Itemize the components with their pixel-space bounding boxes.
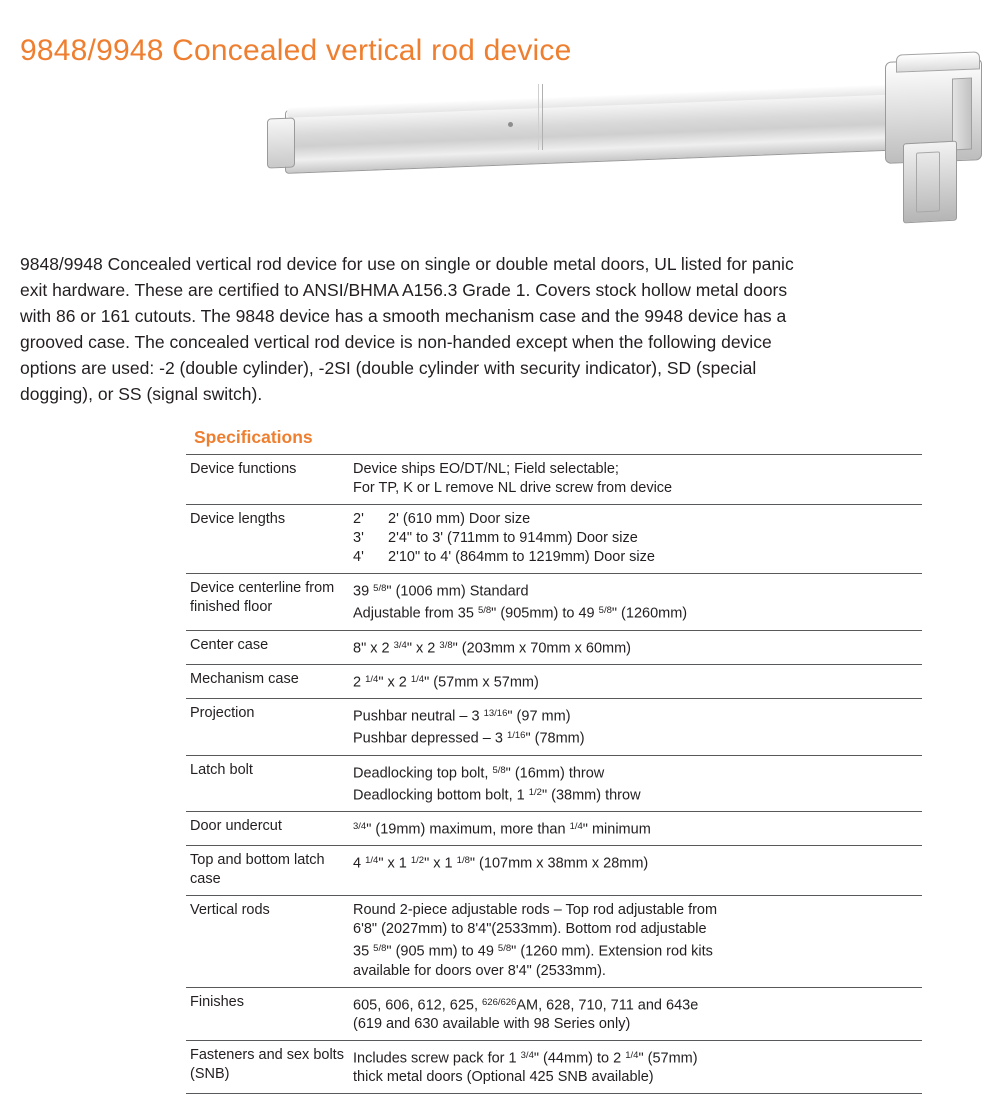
spec-label: Door undercut: [190, 818, 282, 835]
table-row: [186, 664, 922, 698]
spec-label: Top and bottom latch case: [190, 852, 325, 888]
spec-label: Projection: [190, 705, 255, 722]
spec-value-line: 4' 2'10" to 4' (864mm to 1219mm) Door size: [353, 549, 655, 565]
spec-value: [349, 846, 922, 896]
table-row: [186, 812, 922, 846]
spec-value-line: For TP, K or L remove NL drive screw from device: [353, 480, 673, 496]
mounting-bracket-plate: [916, 151, 940, 212]
spec-value-line: Deadlocking top bolt, $^{5/8}$" (16mm) throw: [353, 764, 605, 781]
table-row: [186, 755, 922, 812]
spec-value-line: (619 and 630 available with 98 Series only): [353, 1015, 631, 1032]
spec-value-line: Deadlocking bottom bolt, 1 $^{1/2}$" (38mm) throw: [353, 786, 641, 804]
spec-value: [349, 1040, 922, 1093]
spec-value: [349, 755, 922, 812]
spec-label: Fasteners and sex bolts (SNB): [190, 1046, 344, 1082]
spec-label: Finishes: [190, 993, 244, 1010]
product-image: [255, 60, 985, 230]
spec-value-line: thick metal doors (Optional 425 SNB available): [353, 1069, 654, 1086]
spec-value: [349, 455, 922, 505]
specifications-heading: Specifications: [194, 427, 313, 447]
spec-value-line: 35 $^{5/8}$" (905 mm) to 49 $^{5/8}$" (1260 mm). Extension rod kits: [353, 943, 713, 960]
spec-value: [349, 505, 922, 574]
spec-value: [349, 664, 922, 698]
table-row: [186, 455, 922, 505]
specifications-section: [186, 427, 986, 1094]
spec-value: [349, 699, 922, 756]
product-description: 9848/9948 Concealed vertical rod device for use on single or double metal doors, UL listed for panic exit hardware. These are certified to ANSI/BHMA A156.3 Grade 1. Covers stock hollow metal doors with 86 or 161 cutouts. The 9848 device has a smooth mechanism case and the 9948 device has a grooved case. The concealed vertical rod device is non-handed except when the following device options are used: -2 (double cylinder), -2SI (double cylinder with security indicator), SD (special dogging), or SS (signal switch).: [20, 253, 794, 404]
specifications-table: [186, 454, 922, 1094]
spec-value-line: 6'8" (2027mm) to 8'4"(2533mm). Bottom rod adjustable: [353, 921, 707, 938]
spec-value-line: 2' 2' (610 mm) Door size: [353, 511, 531, 527]
spec-value: [349, 574, 922, 631]
spec-value-line: 3' 2'4" to 3' (711mm to 914mm) Door size: [353, 530, 638, 546]
spec-value-line: 39 $^{5/8}$" (1006 mm) Standard: [353, 583, 529, 600]
spec-value-line: 2 $^{1/4}$" x 2 $^{1/4}$" (57mm x 57mm): [353, 673, 539, 691]
spec-label: Latch bolt: [190, 761, 253, 778]
spec-value-line: Device ships EO/DT/NL; Field selectable;: [353, 461, 619, 477]
spec-value-line: Pushbar neutral – 3 $^{13/16}$" (97 mm): [353, 708, 571, 725]
table-row: [186, 1040, 922, 1093]
push-bar-seam: [542, 84, 543, 150]
spec-value-line: $^{3/4}$" (19mm) maximum, more than $^{1/4}$" minimum: [353, 821, 651, 838]
spec-label: Vertical rods: [190, 902, 270, 919]
spec-value: [349, 987, 922, 1040]
spec-value-line: 605, 606, 612, 625, $^{626/626}$AM, 628, 710, 711 and 643e: [353, 996, 699, 1013]
spec-value-line: Pushbar depressed – 3 $^{1/16}$" (78mm): [353, 730, 585, 747]
spec-value: [349, 630, 922, 664]
spec-label: Device lengths: [190, 511, 286, 527]
page-title: 9848/9948 Concealed vertical rod device: [20, 34, 572, 68]
spec-label: Mechanism case: [190, 670, 299, 687]
spec-value: [349, 896, 922, 987]
spec-value-line: 4 $^{1/4}$" x 1 $^{1/2}$" x 1 $^{1/8}$" (107mm x 38mm x 28mm): [353, 855, 649, 872]
vertical-rod: [952, 77, 972, 150]
spec-label: Device centerline from finished floor: [190, 580, 335, 615]
table-row: [186, 896, 922, 987]
push-bar-end-cap: [267, 117, 295, 168]
spec-label: Center case: [190, 636, 269, 653]
table-row: [186, 574, 922, 631]
table-row: [186, 987, 922, 1040]
table-row: [186, 846, 922, 896]
table-row: [186, 699, 922, 756]
table-row: [186, 505, 922, 574]
spec-value-line: Adjustable from 35 $^{5/8}$" (905mm) to 49 $^{5/8}$" (1260mm): [353, 605, 688, 622]
push-bar-seam-highlight: [538, 84, 539, 150]
mechanism-case-top: [896, 51, 980, 72]
spec-value-line: available for doors over 8'4" (2533mm).: [353, 962, 606, 979]
spec-value-line: Round 2-piece adjustable rods – Top rod adjustable from: [353, 902, 718, 919]
spec-value-line: Includes screw pack for 1 $^{3/4}$" (44mm) to 2 $^{1/4}$" (57mm): [353, 1049, 698, 1067]
spec-value: [349, 812, 922, 846]
table-row: [186, 630, 922, 664]
spec-value-line: 8" x 2 $^{3/4}$" x 2 $^{3/8}$" (203mm x 70mm x 60mm): [353, 639, 631, 656]
push-bar-screw-icon: [508, 122, 513, 127]
spec-label: Device functions: [190, 461, 297, 477]
